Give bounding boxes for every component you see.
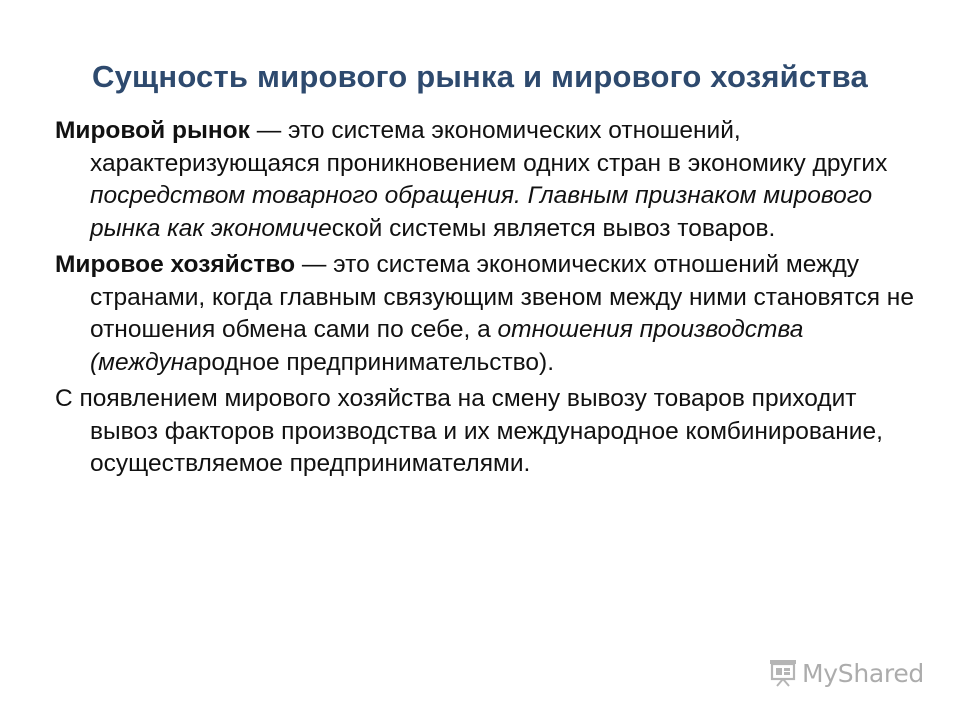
paragraph-text-end: родное предпринимательство). — [197, 348, 555, 376]
term-world-market: Мировой рынок — [55, 117, 250, 144]
paragraph-world-market — [55, 115, 915, 245]
paragraph-text: С появлением мирового хозяйства на смену вывозу товаров приходит вывоз факторов производства и их международное комбинирование, осуществляемое предпринимателями. — [55, 385, 883, 477]
paragraph-italic-text: посредством товарного обращения. Главным признаком мирового рынка как экономиче — [90, 182, 873, 242]
paragraph-text: — это система экономических отношений между странами, когда главным связующим звеном между ними становятся не отношения обмена сами по себе, а — [90, 251, 914, 343]
projector-screen-icon — [768, 658, 798, 688]
watermark-text: MyShared — [802, 658, 924, 688]
myshared-watermark — [768, 655, 928, 691]
paragraph-text-end: ской системы является вывоз товаров. — [331, 214, 776, 242]
slide-title: Сущность мирового рынка и мирового хозяйства — [92, 58, 868, 94]
paragraph-italic-text: отношения производства (междуна — [90, 316, 804, 376]
slide-body — [55, 115, 915, 485]
paragraph-world-economy — [55, 249, 915, 379]
paragraph-text: — это система экономических отношений, характеризующаяся проникновением одних стран в экономику других — [90, 117, 888, 177]
term-world-economy: Мировое хозяйство — [55, 251, 296, 278]
paragraph-factor-export — [55, 383, 915, 481]
